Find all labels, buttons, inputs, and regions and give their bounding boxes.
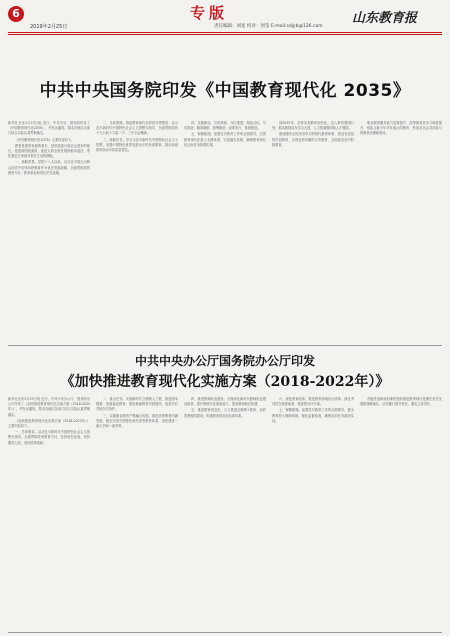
article-1-paragraph: 职业教育服务能力显著提升、高等教育竞争力明显提升、残疾儿童少年享有适合的教育、形成全社会共同参与的教育治理新格局。 — [360, 121, 442, 136]
article-1-paragraph: 建成服务全民终身学习的现代教育体系、普及有质量的学前教育、实现优质均衡的义务教育、全面普及高中阶段教育。 — [272, 132, 354, 147]
page-bottom-rule — [8, 632, 442, 633]
article-2-column — [360, 397, 442, 631]
page-number-badge: 6 — [8, 6, 24, 22]
article-1-column — [96, 121, 178, 343]
article-2-paragraph: 一、总体要求。以习近平新时代中国特色社会主义思想为指导，全面贯彻党的教育方针，坚持优先发展，坚持服务人民，坚持改革创新。 — [8, 430, 90, 445]
article-1-paragraph: 《中国教育现代化2035》主要内容如下。 — [15, 137, 75, 142]
newspaper-logo: 山东教育报 — [352, 11, 418, 26]
article-1-column — [360, 121, 442, 343]
article-1-column — [272, 121, 354, 343]
article-1-paragraph: 二、总体思路。推进教育现代化的指导思想是：以习近平新时代中国特色社会主义思想为指导，全面贯彻党的十九大和十九届二中、三中全会精神。 — [96, 121, 178, 136]
article-1-paragraph: 四、实施路径。总体规划，分区推进；细化目标，分步推进；精准施策，统筹推进；改革先行，系统推进。 — [184, 121, 266, 131]
article-2-headline-line2: 《加快推进教育现代化实施方案（2018-2022年）》 — [60, 374, 390, 390]
article-2-column — [96, 397, 178, 631]
article-2-paragraph: 六、深化教育改革，推进教育领域综合改革，深化考试招生制度改革，推进管办评分离。 — [272, 397, 354, 407]
section-title: 专版 — [190, 4, 229, 22]
article-2-column — [8, 397, 90, 631]
article-1-body — [8, 121, 442, 343]
article-2-paragraph: 七、保障措施。加强党对教育工作的全面领导，健全教育投入保障机制，强化监督检查，确保各项任务落到实处。 — [272, 408, 354, 423]
article-2-lead: 新华社北京2月23日电 近日，中共中央办公厅、国务院办公厅印发了《加快推进教育现代化实施方案（2018-2022年）》，并发出通知，要求各地区各部门结合实际认真贯彻落实。 — [8, 397, 90, 417]
header-rule — [8, 32, 442, 33]
article-2-paragraph: 各级党委和政府要把加快推进教育现代化摆在优先发展的战略地位，切实履行领导责任，落实主体责任。 — [360, 397, 442, 407]
article-1-paragraph: 五、保障措施。加强党对教育工作的全面领导，完善教育现代化投入支撑体系，完善落实机制，确保教育现代化目标任务如期实现。 — [184, 132, 266, 147]
editor-info: 责任编辑：刘星 校对：何莹 E-mail:sdjyb@126.com — [214, 24, 323, 29]
article-1-paragraph: 教育是国家发展的基石，是民族振兴和社会进步的基石，是提高国民素质、促进人的全面发展的根本途径，寄托着亿万家庭对美好生活的期盼。 — [8, 143, 90, 159]
article-1-paragraph: 三、战略任务。学习习近平新时代中国特色社会主义思想，发展中国特色世界先进水平的优质教育，推动各级教育高水平高质量普及。 — [96, 137, 178, 153]
article-1-lead: 新华社北京2月23日电 近日，中共中央、国务院印发了《中国教育现代化2035》，并发出通知，要求各地区各部门结合实际认真贯彻落实。 — [8, 121, 90, 136]
article-1-paragraph: 到2035年，总体实现教育现代化，迈入教育强国行列，推动我国成为学习大国、人力资源强国和人才强国。 — [272, 121, 354, 131]
article-2-paragraph: 二、重点任务。实施新时代立德树人工程，推进固本强基、发展素质教育；推进基础教育巩固提高，改善乡村学校办学条件。 — [96, 397, 178, 412]
issue-date: 2019年2月25日 — [30, 24, 68, 30]
article-2-column — [272, 397, 354, 631]
article-2-paragraph: 三、实施职业教育产教融合发展，推进高等教育内涵发展，健全完善中国特色现代高等教育体系，加快建设一流大学和一流学科。 — [96, 413, 178, 429]
article-2-body — [8, 397, 442, 631]
article-1-column — [8, 121, 90, 343]
article-1-headline: 中共中央国务院印发《中国教育现代化 2035》 — [39, 81, 411, 101]
article-2-headline-line1: 中共中央办公厅国务院办公厅印发 — [134, 354, 315, 368]
article-divider — [8, 345, 442, 346]
article-2-paragraph: 《加快推进教育现代化实施方案（2018-2022年）》主要内容如下。 — [8, 418, 90, 429]
article-1-paragraph: 一、战略背景。党的十八大以来，以习近平同志为核心的党中央坚持把教育作为优先发展战略，全面贯彻党的教育方针，教育事业取得历史性成就。 — [8, 160, 90, 175]
article-2-paragraph: 五、推进教育信息化，大力推进互联网+教育，加快智慧校园建设，构建教育信息化标准体系。 — [184, 408, 266, 418]
article-2-column — [184, 397, 266, 631]
article-1-column — [184, 121, 266, 343]
article-2-paragraph: 四、推进教师队伍建设，全面深化新时代教师队伍建设改革，提升教师专业素质能力，提高教师地位待遇。 — [184, 397, 266, 407]
header-rule-thin — [8, 34, 442, 35]
